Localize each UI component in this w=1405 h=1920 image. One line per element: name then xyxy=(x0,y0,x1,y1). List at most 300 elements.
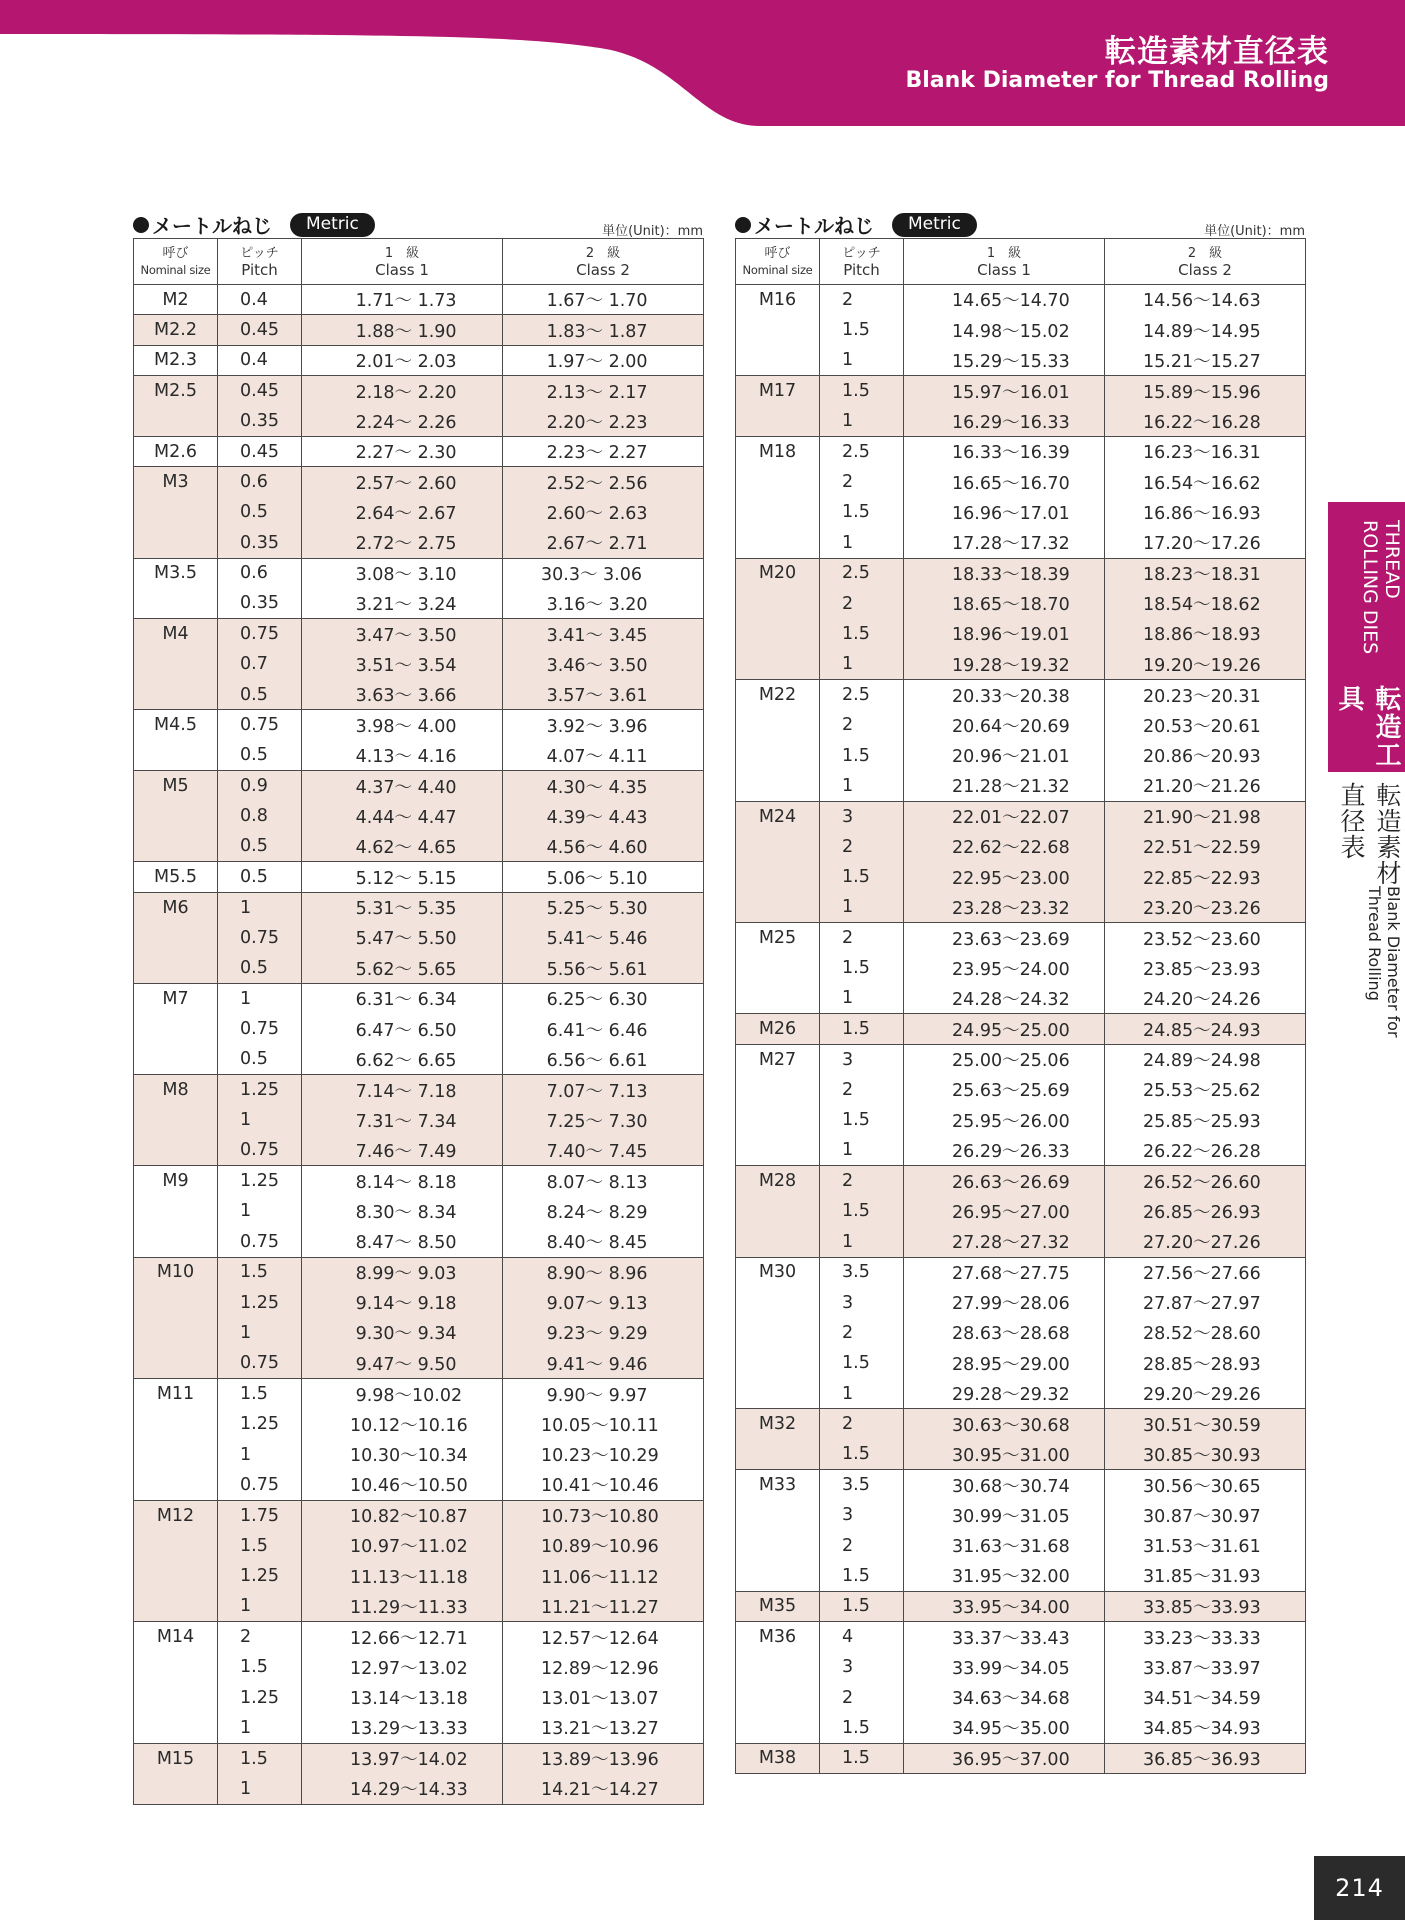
table-row xyxy=(736,1287,1306,1317)
class2-cell: 33.87～33.97 xyxy=(1105,1652,1306,1682)
table-row xyxy=(134,862,704,892)
header-jp: ピッチ xyxy=(842,245,881,261)
table-row xyxy=(736,528,1306,558)
class2-cell: 17.20～17.26 xyxy=(1105,528,1306,558)
nominal-size-cell: M2.6 xyxy=(134,436,218,466)
pitch-cell: 1 xyxy=(820,1379,904,1409)
header-en: Pitch xyxy=(843,260,880,279)
header-jp: 2 級 xyxy=(585,245,621,261)
table-row xyxy=(736,892,1306,922)
pitch-cell: 3 xyxy=(820,1044,904,1074)
table-row xyxy=(134,1166,704,1196)
pitch-cell: 1 xyxy=(820,892,904,922)
class1-cell: 16.96～17.01 xyxy=(904,497,1105,527)
table-row xyxy=(736,953,1306,983)
section-subtitle-jp: 転造素材直径表 xyxy=(1337,782,1402,886)
table-row xyxy=(134,1713,704,1743)
nominal-size-cell: M25 xyxy=(736,923,820,953)
section-subtitle-en: Blank Diameter for Thread Rolling xyxy=(1365,886,1403,1038)
section-subtitle xyxy=(1328,782,1405,1042)
unit-label: 単位(Unit)：mm xyxy=(602,224,703,239)
pitch-cell: 1 xyxy=(218,892,302,922)
pitch-cell: 1.5 xyxy=(820,1591,904,1621)
class2-cell: 9.41～ 9.46 xyxy=(503,1348,704,1378)
nominal-size-cell xyxy=(134,1470,218,1500)
pitch-cell: 1.5 xyxy=(820,1348,904,1378)
pitch-cell: 2 xyxy=(820,1682,904,1712)
nominal-size-cell xyxy=(134,1196,218,1226)
table-row xyxy=(736,588,1306,618)
header-en: Pitch xyxy=(241,260,278,279)
pitch-header xyxy=(218,239,302,285)
class2-cell: 11.21～11.27 xyxy=(503,1591,704,1621)
nominal-size-cell: M28 xyxy=(736,1166,820,1196)
class2-cell: 34.51～34.59 xyxy=(1105,1682,1306,1712)
size-group xyxy=(134,862,704,892)
caption-label: メートルねじ xyxy=(754,214,874,238)
pitch-cell: 1.25 xyxy=(218,1682,302,1712)
class2-cell: 16.22～16.28 xyxy=(1105,406,1306,436)
table-row xyxy=(736,1652,1306,1682)
size-group xyxy=(736,1743,1306,1773)
class1-cell: 13.29～13.33 xyxy=(302,1713,503,1743)
pitch-cell: 2.5 xyxy=(820,680,904,710)
class2-cell: 13.89～13.96 xyxy=(503,1743,704,1773)
class2-cell: 9.23～ 9.29 xyxy=(503,1318,704,1348)
pitch-cell: 2 xyxy=(820,285,904,315)
nominal-size-cell xyxy=(736,1561,820,1591)
nominal-size-cell: M2.2 xyxy=(134,315,218,345)
class2-cell: 16.54～16.62 xyxy=(1105,467,1306,497)
class1-cell: 13.97～14.02 xyxy=(302,1743,503,1773)
nominal-size-cell xyxy=(134,1591,218,1621)
pitch-cell: 0.4 xyxy=(218,345,302,375)
class2-cell: 26.22～26.28 xyxy=(1105,1135,1306,1165)
nominal-size-cell xyxy=(736,1439,820,1469)
class1-cell: 8.14～ 8.18 xyxy=(302,1166,503,1196)
nominal-size-cell xyxy=(134,588,218,618)
metric-badge: Metric xyxy=(290,213,375,237)
nominal-size-cell xyxy=(134,1227,218,1257)
table-row xyxy=(736,1257,1306,1287)
pitch-cell: 1.25 xyxy=(218,1166,302,1196)
table-header xyxy=(134,239,704,285)
page-subtitle: Blank Diameter for Thread Rolling xyxy=(905,68,1329,93)
nominal-size-cell xyxy=(134,528,218,558)
class2-cell: 10.23～10.29 xyxy=(503,1439,704,1469)
class2-cell: 3.57～ 3.61 xyxy=(503,680,704,710)
class1-cell: 9.98～10.02 xyxy=(302,1379,503,1409)
size-group xyxy=(736,1622,1306,1744)
table-caption xyxy=(133,210,375,239)
table-row xyxy=(134,1044,704,1074)
nominal-size-cell xyxy=(134,1348,218,1378)
class2-cell: 8.40～ 8.45 xyxy=(503,1227,704,1257)
pitch-header xyxy=(820,239,904,285)
pitch-cell: 1.5 xyxy=(820,1105,904,1135)
pitch-cell: 0.35 xyxy=(218,588,302,618)
class1-cell: 14.29～14.33 xyxy=(302,1774,503,1804)
pitch-cell: 2 xyxy=(218,1622,302,1652)
pitch-cell: 1.5 xyxy=(820,315,904,345)
class1-cell: 3.08～ 3.10 xyxy=(302,558,503,588)
class1-cell: 30.99～31.05 xyxy=(904,1500,1105,1530)
size-group xyxy=(134,1379,704,1501)
nominal-size-cell xyxy=(736,771,820,801)
nominal-size-cell xyxy=(736,1348,820,1378)
class2-cell: 14.21～14.27 xyxy=(503,1774,704,1804)
nominal-size-cell xyxy=(736,1105,820,1135)
class2-cell: 14.89～14.95 xyxy=(1105,315,1306,345)
header-en: Class 2 xyxy=(1178,260,1232,279)
nominal-size-cell xyxy=(134,953,218,983)
header-jp: 呼び xyxy=(162,245,189,261)
header-en: Class 2 xyxy=(576,260,630,279)
table-row xyxy=(736,680,1306,710)
class1-cell: 25.63～25.69 xyxy=(904,1075,1105,1105)
table-caption xyxy=(735,210,977,239)
class1-cell: 9.47～ 9.50 xyxy=(302,1348,503,1378)
nominal-size-cell xyxy=(736,1318,820,1348)
class1-cell: 5.31～ 5.35 xyxy=(302,892,503,922)
table-row xyxy=(736,1379,1306,1409)
pitch-cell: 1.5 xyxy=(218,1379,302,1409)
class2-cell: 23.20～23.26 xyxy=(1105,892,1306,922)
nominal-size-cell xyxy=(134,1318,218,1348)
table-row xyxy=(736,1135,1306,1165)
nominal-size-cell xyxy=(134,1531,218,1561)
pitch-cell: 1.5 xyxy=(218,1743,302,1773)
table-row xyxy=(736,1713,1306,1743)
table-row xyxy=(736,1622,1306,1652)
class1-cell: 11.29～11.33 xyxy=(302,1591,503,1621)
class1-cell: 2.64～ 2.67 xyxy=(302,497,503,527)
class2-cell: 20.23～20.31 xyxy=(1105,680,1306,710)
pitch-cell: 4 xyxy=(820,1622,904,1652)
metric-badge: Metric xyxy=(892,213,977,237)
class2-cell: 5.06～ 5.10 xyxy=(503,862,704,892)
nominal-size-cell: M12 xyxy=(134,1500,218,1530)
metric-table-left xyxy=(133,208,703,1805)
section-tab-jp: 転造工具 xyxy=(1334,685,1401,770)
table-row xyxy=(134,801,704,831)
table-row xyxy=(736,1044,1306,1074)
size-group xyxy=(134,1257,704,1379)
class2-cell: 30.51～30.59 xyxy=(1105,1409,1306,1439)
nominal-size-cell xyxy=(134,1287,218,1317)
class1-header xyxy=(904,239,1105,285)
pitch-cell: 3 xyxy=(820,1500,904,1530)
header-en: Nominal size xyxy=(140,262,211,277)
table-row xyxy=(134,558,704,588)
class2-cell: 30.85～30.93 xyxy=(1105,1439,1306,1469)
size-group xyxy=(134,983,704,1074)
nominal-size-cell: M6 xyxy=(134,892,218,922)
class1-cell: 25.00～25.06 xyxy=(904,1044,1105,1074)
size-group xyxy=(134,436,704,466)
class2-cell: 22.85～22.93 xyxy=(1105,862,1306,892)
size-group xyxy=(736,923,1306,1014)
class1-cell: 23.95～24.00 xyxy=(904,953,1105,983)
class2-cell: 9.90～ 9.97 xyxy=(503,1379,704,1409)
pitch-cell: 1 xyxy=(218,1591,302,1621)
pitch-cell: 2 xyxy=(820,1075,904,1105)
class1-cell: 3.47～ 3.50 xyxy=(302,619,503,649)
table-row xyxy=(134,1227,704,1257)
class2-cell: 15.21～15.27 xyxy=(1105,345,1306,375)
class1-cell: 26.95～27.00 xyxy=(904,1196,1105,1226)
table-row xyxy=(736,801,1306,831)
table-row xyxy=(134,528,704,558)
class2-cell: 30.3～ 3.06 xyxy=(503,558,704,588)
nominal-size-cell: M11 xyxy=(134,1379,218,1409)
class2-cell: 5.56～ 5.61 xyxy=(503,953,704,983)
nominal-size-cell: M10 xyxy=(134,1257,218,1287)
nominal-size-cell: M14 xyxy=(134,1622,218,1652)
nominal-size-cell xyxy=(134,1652,218,1682)
nominal-size-cell: M16 xyxy=(736,285,820,315)
pitch-cell: 0.5 xyxy=(218,953,302,983)
class2-cell: 25.85～25.93 xyxy=(1105,1105,1306,1135)
pitch-cell: 1.25 xyxy=(218,1075,302,1105)
pitch-cell: 1.25 xyxy=(218,1409,302,1439)
nominal-size-cell xyxy=(736,953,820,983)
pitch-cell: 1.5 xyxy=(820,862,904,892)
pitch-cell: 1 xyxy=(820,345,904,375)
pitch-cell: 1.25 xyxy=(218,1561,302,1591)
header-row xyxy=(134,239,704,285)
pitch-cell: 1 xyxy=(218,1439,302,1469)
table-row xyxy=(736,1227,1306,1257)
section-tab[interactable] xyxy=(1328,502,1405,772)
nominal-size-cell xyxy=(736,892,820,922)
table-row xyxy=(134,649,704,679)
table-row xyxy=(134,376,704,406)
pitch-cell: 1.5 xyxy=(820,1743,904,1773)
table-row xyxy=(736,649,1306,679)
class2-header xyxy=(503,239,704,285)
class1-cell: 25.95～26.00 xyxy=(904,1105,1105,1135)
table-row xyxy=(134,1622,704,1652)
table-row xyxy=(736,1166,1306,1196)
caption-label: メートルねじ xyxy=(152,214,272,238)
class2-cell: 4.56～ 4.60 xyxy=(503,832,704,862)
class1-cell: 27.28～27.32 xyxy=(904,1227,1105,1257)
class1-cell: 16.65～16.70 xyxy=(904,467,1105,497)
nominal-size-cell xyxy=(736,528,820,558)
class2-cell: 3.46～ 3.50 xyxy=(503,649,704,679)
size-group xyxy=(736,1591,1306,1621)
table-row xyxy=(134,1409,704,1439)
class2-cell: 13.21～13.27 xyxy=(503,1713,704,1743)
nominal-size-cell: M33 xyxy=(736,1470,820,1500)
class2-cell: 21.90～21.98 xyxy=(1105,801,1306,831)
table-caption-bar xyxy=(735,208,1305,238)
table-row xyxy=(134,953,704,983)
class2-cell: 4.30～ 4.35 xyxy=(503,771,704,801)
pitch-cell: 3.5 xyxy=(820,1470,904,1500)
nominal-size-cell: M26 xyxy=(736,1014,820,1044)
class1-cell: 23.63～23.69 xyxy=(904,923,1105,953)
class1-cell: 2.27～ 2.30 xyxy=(302,436,503,466)
size-group xyxy=(134,1500,704,1622)
table-row xyxy=(736,315,1306,345)
class1-cell: 2.57～ 2.60 xyxy=(302,467,503,497)
class2-cell: 13.01～13.07 xyxy=(503,1682,704,1712)
header-row xyxy=(736,239,1306,285)
class2-cell: 31.85～31.93 xyxy=(1105,1561,1306,1591)
class2-cell: 20.86～20.93 xyxy=(1105,740,1306,770)
class2-cell: 33.23～33.33 xyxy=(1105,1622,1306,1652)
class2-cell: 3.16～ 3.20 xyxy=(503,588,704,618)
table-row xyxy=(134,1470,704,1500)
pitch-cell: 1 xyxy=(218,1105,302,1135)
header-en: Class 1 xyxy=(375,260,429,279)
size-group xyxy=(134,467,704,558)
table-row xyxy=(134,285,704,315)
table-row xyxy=(736,1591,1306,1621)
size-group xyxy=(736,1014,1306,1044)
pitch-cell: 2 xyxy=(820,710,904,740)
pitch-cell: 0.6 xyxy=(218,467,302,497)
pitch-cell: 0.75 xyxy=(218,1470,302,1500)
nominal-size-cell: M27 xyxy=(736,1044,820,1074)
nominal-size-cell xyxy=(736,1500,820,1530)
class2-cell: 29.20～29.26 xyxy=(1105,1379,1306,1409)
nominal-size-cell xyxy=(134,801,218,831)
table-row xyxy=(134,710,704,740)
class2-cell: 1.83～ 1.87 xyxy=(503,315,704,345)
class2-cell: 21.20～21.26 xyxy=(1105,771,1306,801)
size-group xyxy=(736,285,1306,376)
pitch-cell: 1 xyxy=(820,983,904,1013)
pitch-cell: 3 xyxy=(820,801,904,831)
class1-cell: 9.14～ 9.18 xyxy=(302,1287,503,1317)
nominal-size-cell: M3.5 xyxy=(134,558,218,588)
nominal-size-cell: M5 xyxy=(134,771,218,801)
class2-cell: 5.41～ 5.46 xyxy=(503,923,704,953)
class2-cell: 4.07～ 4.11 xyxy=(503,740,704,770)
pitch-cell: 2 xyxy=(820,1318,904,1348)
class1-cell: 31.63～31.68 xyxy=(904,1531,1105,1561)
size-group xyxy=(134,710,704,771)
class2-cell: 7.25～ 7.30 xyxy=(503,1105,704,1135)
table-row xyxy=(134,1652,704,1682)
class2-cell: 3.92～ 3.96 xyxy=(503,710,704,740)
page-title: 転造素材直径表 xyxy=(1105,34,1329,70)
class1-cell: 20.64～20.69 xyxy=(904,710,1105,740)
pitch-cell: 1.5 xyxy=(820,953,904,983)
nominal-size-cell: M2 xyxy=(134,285,218,315)
pitch-cell: 0.75 xyxy=(218,710,302,740)
class2-cell: 8.24～ 8.29 xyxy=(503,1196,704,1226)
class2-cell: 24.89～24.98 xyxy=(1105,1044,1306,1074)
table-row xyxy=(134,1075,704,1105)
class2-cell: 7.07～ 7.13 xyxy=(503,1075,704,1105)
pitch-cell: 1.5 xyxy=(820,1439,904,1469)
class1-cell: 33.37～33.43 xyxy=(904,1622,1105,1652)
nominal-size-cell xyxy=(736,345,820,375)
table-row xyxy=(134,436,704,466)
class2-cell: 23.52～23.60 xyxy=(1105,923,1306,953)
nominal-size-cell: M20 xyxy=(736,558,820,588)
class2-cell: 12.89～12.96 xyxy=(503,1652,704,1682)
pitch-cell: 1.25 xyxy=(218,1287,302,1317)
table-row xyxy=(134,680,704,710)
pitch-cell: 1.75 xyxy=(218,1500,302,1530)
nominal-size-cell xyxy=(134,1439,218,1469)
unit-label: 単位(Unit)：mm xyxy=(1204,224,1305,239)
table-row xyxy=(134,1439,704,1469)
class1-cell: 36.95～37.00 xyxy=(904,1743,1105,1773)
table-row xyxy=(736,983,1306,1013)
class1-cell: 30.95～31.00 xyxy=(904,1439,1105,1469)
pitch-cell: 0.5 xyxy=(218,832,302,862)
table-row xyxy=(134,497,704,527)
class1-cell: 27.99～28.06 xyxy=(904,1287,1105,1317)
pitch-cell: 1.5 xyxy=(820,497,904,527)
class2-cell: 2.20～ 2.23 xyxy=(503,406,704,436)
nominal-size-cell: M18 xyxy=(736,436,820,466)
table-row xyxy=(134,1014,704,1044)
table-row xyxy=(736,1743,1306,1773)
class1-cell: 6.62～ 6.65 xyxy=(302,1044,503,1074)
class1-cell: 13.14～13.18 xyxy=(302,1682,503,1712)
table-row xyxy=(736,1196,1306,1226)
class2-cell: 20.53～20.61 xyxy=(1105,710,1306,740)
table-row xyxy=(736,1409,1306,1439)
class1-cell: 22.95～23.00 xyxy=(904,862,1105,892)
class1-cell: 7.31～ 7.34 xyxy=(302,1105,503,1135)
table-row xyxy=(134,740,704,770)
nominal-size-cell: M32 xyxy=(736,1409,820,1439)
nominal-size-cell: M30 xyxy=(736,1257,820,1287)
table-row xyxy=(736,1682,1306,1712)
nominal-size-cell xyxy=(134,1561,218,1591)
nominal-size-cell: M15 xyxy=(134,1743,218,1773)
class1-cell: 16.33～16.39 xyxy=(904,436,1105,466)
nominal-size-cell xyxy=(736,619,820,649)
class1-cell: 5.12～ 5.15 xyxy=(302,862,503,892)
table-row xyxy=(134,315,704,345)
class1-cell: 8.47～ 8.50 xyxy=(302,1227,503,1257)
nominal-size-cell: M4.5 xyxy=(134,710,218,740)
blank-diameter-table xyxy=(133,238,704,1805)
class1-cell: 2.18～ 2.20 xyxy=(302,376,503,406)
table-row xyxy=(134,1682,704,1712)
table-row xyxy=(736,740,1306,770)
pitch-cell: 3.5 xyxy=(820,1257,904,1287)
class2-cell: 14.56～14.63 xyxy=(1105,285,1306,315)
table-row xyxy=(736,1348,1306,1378)
class2-cell: 24.85～24.93 xyxy=(1105,1014,1306,1044)
table-row xyxy=(736,497,1306,527)
class1-cell: 1.88～ 1.90 xyxy=(302,315,503,345)
table-row xyxy=(736,1561,1306,1591)
class1-cell: 30.68～30.74 xyxy=(904,1470,1105,1500)
class1-cell: 26.29～26.33 xyxy=(904,1135,1105,1165)
class2-cell: 2.23～ 2.27 xyxy=(503,436,704,466)
class1-cell: 24.28～24.32 xyxy=(904,983,1105,1013)
class1-cell: 34.95～35.00 xyxy=(904,1713,1105,1743)
class2-cell: 6.25～ 6.30 xyxy=(503,983,704,1013)
pitch-cell: 0.7 xyxy=(218,649,302,679)
class1-cell: 5.62～ 5.65 xyxy=(302,953,503,983)
class2-cell: 2.60～ 2.63 xyxy=(503,497,704,527)
header-jp: 呼び xyxy=(764,245,791,261)
pitch-cell: 0.4 xyxy=(218,285,302,315)
nominal-size-cell xyxy=(134,1014,218,1044)
